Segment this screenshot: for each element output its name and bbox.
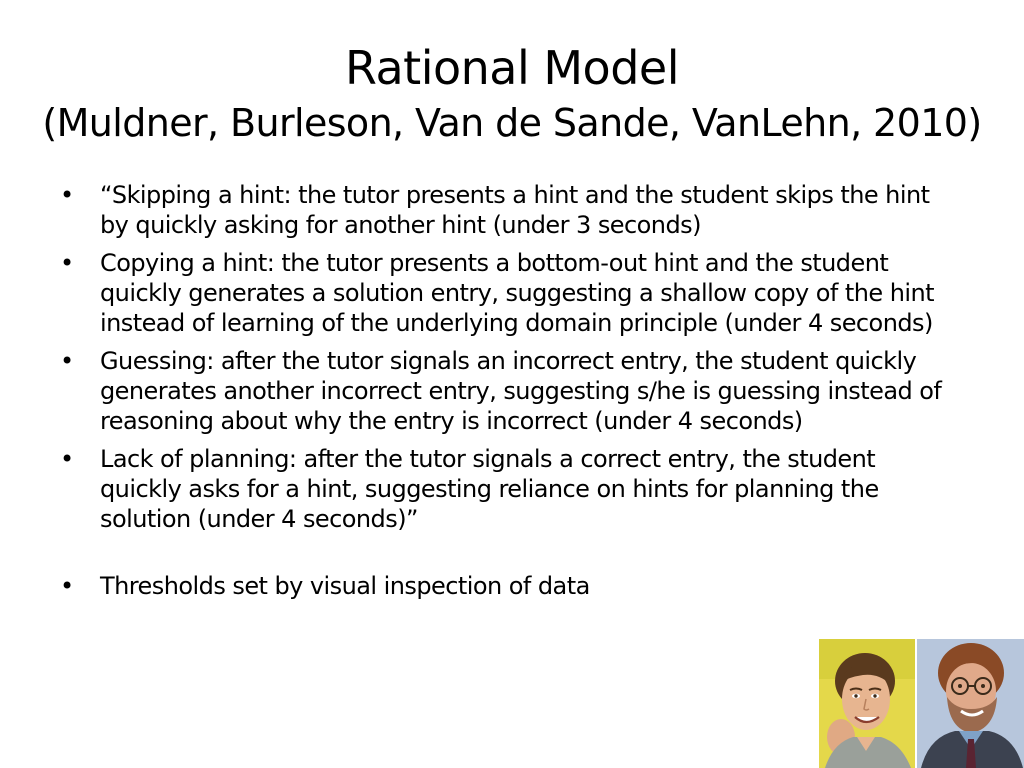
bullet-marker: • <box>60 249 74 277</box>
bullet-text: Lack of planning: after the tutor signals a correct entry, the student quickly asks for a hint, suggesting reliance on hints for planning the solution (under 4 seconds)” <box>100 445 879 533</box>
bullet-marker: • <box>60 347 74 375</box>
bullet-text: “Skipping a hint: the tutor presents a hint and the student skips the hint by quickly asking for another hint (under 3 seconds) <box>100 181 930 239</box>
author-photos <box>819 639 1024 768</box>
photo-bearded-man <box>917 639 1024 768</box>
bullet-item <box>58 444 963 534</box>
bullet-text: Copying a hint: the tutor presents a bottom-out hint and the student quickly generates a solution entry, suggesting a shallow copy of the hint instead of learning of the underlying domain principle (under 4 seconds) <box>100 249 934 337</box>
bullet-text: Guessing: after the tutor signals an incorrect entry, the student quickly generates another incorrect entry, suggesting s/he is guessing instead of reasoning about why the entry is incorrect (under 4 seconds) <box>100 347 942 435</box>
bullet-list <box>58 180 963 609</box>
bullet-item <box>58 571 963 601</box>
photo-young-man <box>819 639 915 768</box>
bullet-marker: • <box>60 572 74 600</box>
bullet-item <box>58 180 963 240</box>
title-main: Rational Model <box>345 41 679 95</box>
bullet-marker: • <box>60 181 74 209</box>
slide-title <box>0 40 1024 150</box>
title-citation: (Muldner, Burleson, Van de Sande, VanLehn, 2010) <box>42 101 982 145</box>
bullet-item <box>58 248 963 338</box>
bullet-marker: • <box>60 445 74 473</box>
bullet-text: Thresholds set by visual inspection of data <box>100 572 590 600</box>
bullet-item <box>58 346 963 436</box>
